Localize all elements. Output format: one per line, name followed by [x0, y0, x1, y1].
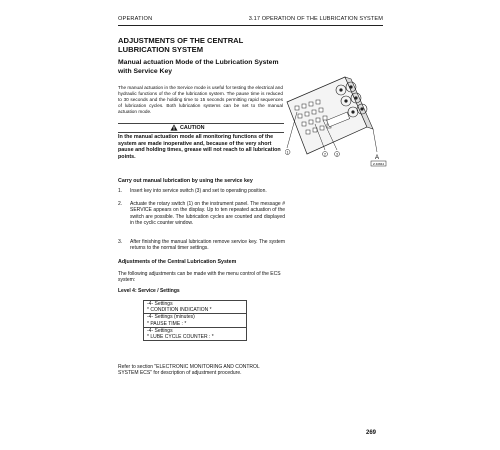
- adjustments-intro: The following adjustments can be made with the menu control of the ECS system:: [118, 271, 281, 284]
- header-section-label: OPERATION: [118, 16, 153, 22]
- step-item: [118, 201, 383, 226]
- intro-paragraph: The manual actuation in the Service mode is useful for testing the electrical and hydraulic functions of the of the lubrication system. The pause time is reduced to 30 seconds and the holding time to 15 seconds permitting rapid sequences of lubrication cycles. Both lubrication systems can be set to the manual actuation mode.: [118, 85, 283, 115]
- menu-entry-value: * PAUSE TIME : *: [147, 320, 187, 327]
- callout-1: 1: [286, 150, 289, 155]
- callout-3: 3: [336, 152, 338, 157]
- menu-level-label: Level 4: Service / Settings: [118, 288, 180, 294]
- section-heading-manual-lubrication: Carry out manual lubrication by using the service key: [118, 178, 253, 184]
- refer-paragraph: Refer to section "ELECTRONIC MONITORING AND CONTROL SYSTEM ECS" for description of adjustment procedure.: [118, 364, 260, 377]
- page-title: ADJUSTMENTS OF THE CENTRAL LUBRICATION SYSTEM: [118, 36, 244, 54]
- step-number: 2.: [118, 201, 123, 207]
- step-text: Actuate the rotary switch (1) on the instrument panel. The message # SERVICE appears on the display. Up to ten repeated actuation of the switch are possible. The lubrication cycles are counted and displayed in the cyclic counter window.: [130, 201, 285, 226]
- warning-triangle-icon: [170, 124, 178, 131]
- caution-label: CAUTION: [180, 124, 205, 131]
- step-text: Insert key into service switch (3) and set to operating position.: [130, 188, 267, 194]
- step-text: After finishing the manual lubrication remove service key. The system returns to the normal timer settings.: [130, 239, 285, 252]
- section-heading-adjustments: Adjustments of the Central Lubrication System: [118, 259, 237, 265]
- header-rule: [118, 25, 383, 26]
- menu-settings-table: [143, 300, 247, 341]
- step-item: [118, 239, 383, 252]
- figure-letter: A: [375, 155, 380, 161]
- menu-entry-value: * LUBE CYCLE COUNTER : *: [147, 334, 214, 341]
- caution-banner: [170, 124, 205, 131]
- step-number: 1.: [118, 188, 123, 194]
- menu-entry-line: -4- Settings: [147, 301, 173, 307]
- caution-text: In the manual actuation mode all monitoring functions of the system are made inoperative and, because of the very short pause and holding times, grease will not reach to all lubrication points.: [118, 134, 281, 161]
- step-number: 3.: [118, 239, 123, 245]
- menu-entry-line: -4- Settings: [144, 327, 246, 334]
- figure-reference: Z 40844: [372, 161, 385, 166]
- menu-entry-line: -4- Settings (minutes): [144, 313, 246, 320]
- caution-rule-bottom: [118, 132, 284, 133]
- instrument-panel-figure: [285, 72, 387, 172]
- step-item: [118, 188, 383, 194]
- menu-entry-value: * CONDITION INDICATION *: [147, 307, 212, 314]
- header-chapter-title: 3.17 OPERATION OF THE LUBRICATION SYSTEM: [248, 16, 383, 22]
- callout-2: 2: [324, 152, 326, 157]
- subsection-title: Manual actuation Mode of the Lubrication System with Service Key: [118, 59, 279, 75]
- page-number: 269: [366, 430, 377, 436]
